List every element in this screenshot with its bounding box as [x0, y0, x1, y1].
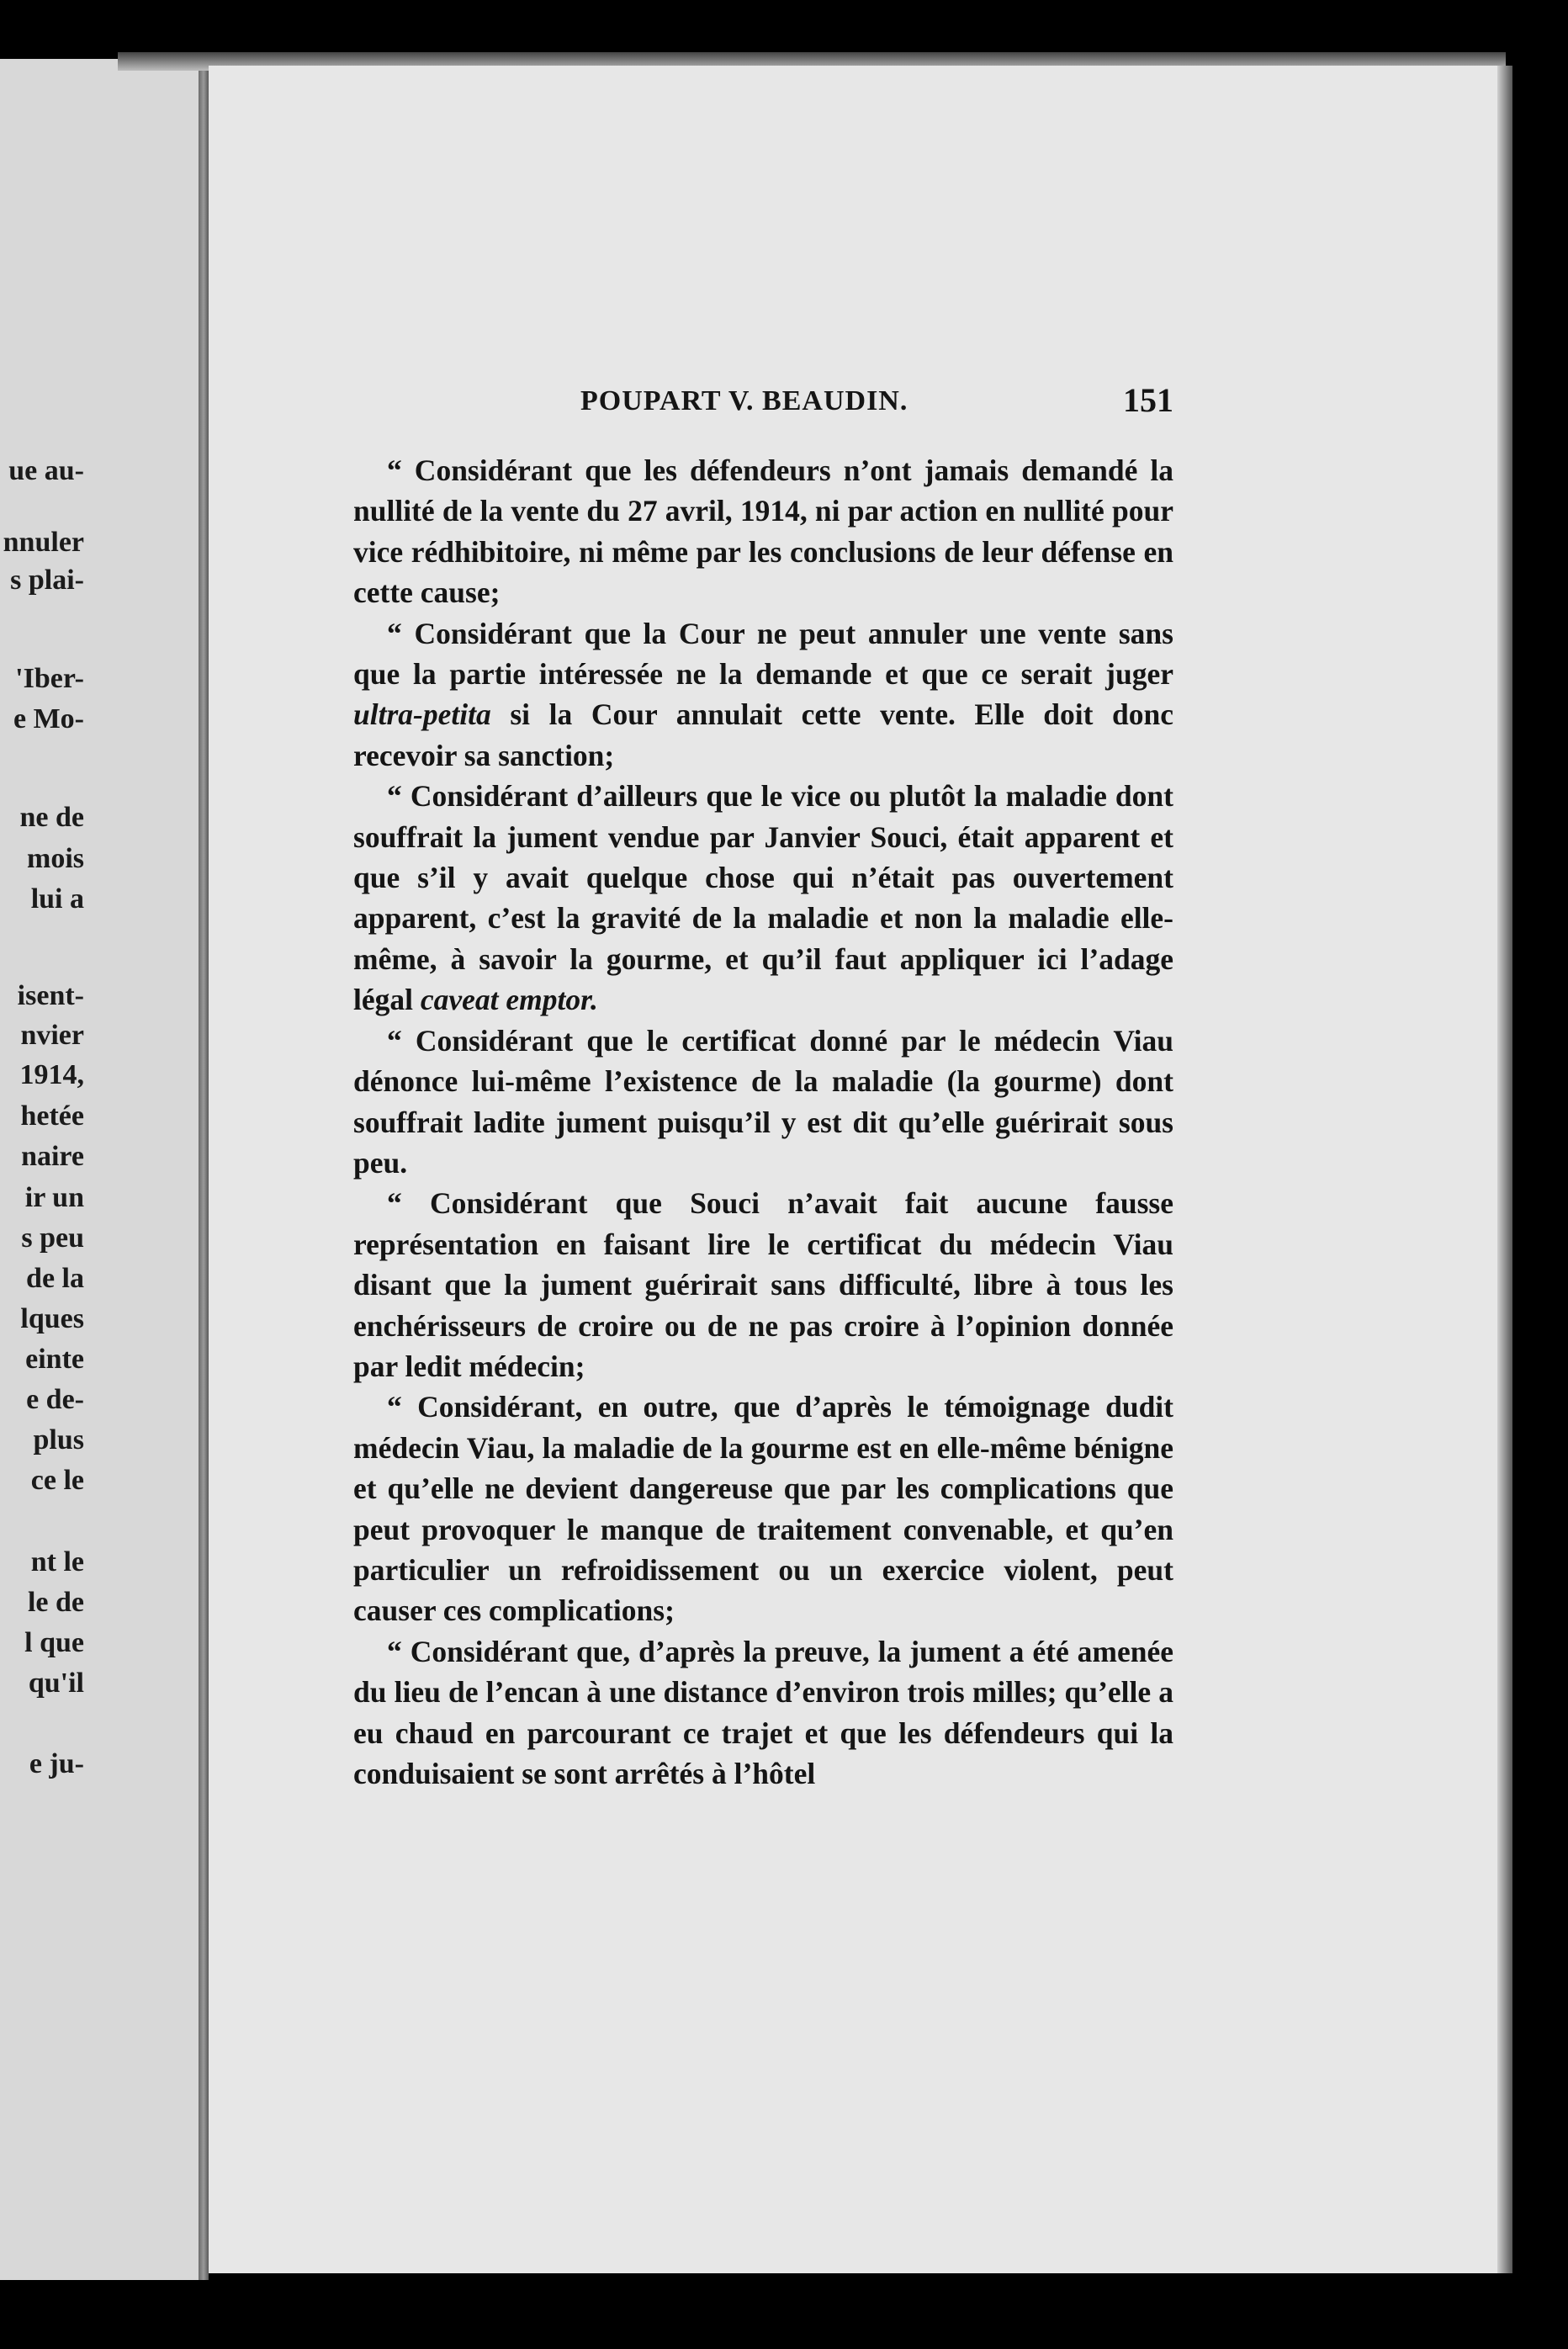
paragraph-text: “ Considérant que les défendeurs n’ont jamais demandé la nullité de la vente du 27 avril, 1914, ni par action en nullité pour vice rédhibitoire, ni même par les conclusions de leur défense en cette cause; — [353, 453, 1173, 610]
left-fragment: ue au- — [8, 455, 84, 486]
left-fragment: 'Iber- — [15, 663, 84, 694]
left-fragment: qu'il — [28, 1668, 84, 1699]
left-fragment: isent- — [17, 980, 84, 1011]
left-fragment: naire — [21, 1141, 84, 1172]
left-fragment: lques — [20, 1303, 84, 1334]
left-fragment: einte — [25, 1344, 84, 1375]
latin-term: caveat emptor. — [420, 983, 598, 1017]
left-fragment: ne de — [19, 802, 84, 833]
left-fragment: l que — [24, 1627, 84, 1658]
left-fragment: plus — [33, 1424, 84, 1456]
page-right-edge — [1497, 66, 1512, 2273]
page-number: 151 — [1123, 381, 1173, 419]
paragraph — [353, 1387, 1173, 1631]
paragraph — [353, 1631, 1173, 1795]
paragraph — [353, 1021, 1173, 1184]
running-head — [353, 381, 1173, 427]
paragraph-text: “ Considérant que Souci n’avait fait aucune fausse représentation en faisant lire le certificat du médecin Viau disant que la jument guérirait sans difficulté, libre à tous les enchérisseurs de croire ou de ne pas croire à l’opinion donnée par ledit médecin; — [353, 1186, 1173, 1383]
paragraph-text: “ Considérant que, d’après la preuve, la jument a été amenée du lieu de l’encan à une distance d’environ trois milles; qu’elle a eu chaud en parcourant ce trajet et que les défendeurs qui la conduisaient se sont arrêtés à l’hôtel — [353, 1634, 1173, 1790]
left-fragment: s peu — [21, 1222, 84, 1254]
book-gutter — [199, 59, 209, 2280]
paragraph-text: “ Considérant d’ailleurs que le vice ou plutôt la maladie dont souffrait la jument vendue par Janvier Souci, était apparent et que s’il y avait quelque chose qui n’était pas ouvertement apparent, c’est la gravité de la maladie et non la maladie elle-même, à savoir la gourme, et qu’il faut appliquer ici l’adage légal — [353, 779, 1173, 1017]
paragraph — [353, 1183, 1173, 1387]
left-fragment: nt le — [30, 1546, 84, 1577]
paragraph-text: “ Considérant, en outre, que d’après le témoignage dudit médecin Viau, la maladie de la gourme est en elle-même bénigne et qu’elle ne devient dangereuse que par les complications que peut provoquer le manque de traitement convenable, et qu’en particulier un refroidissement ou un exercice violent, peut causer ces complications; — [353, 1390, 1173, 1628]
left-fragment: hetée — [20, 1100, 84, 1132]
left-fragment: mois — [27, 843, 84, 874]
paragraph-text: si la Cour annulait cette vente. Elle doit donc recevoir sa sanction; — [353, 697, 1173, 772]
left-fragment: de la — [26, 1263, 84, 1294]
left-fragment: e ju- — [29, 1748, 84, 1779]
left-fragment: e Mo- — [13, 703, 84, 734]
paragraph — [353, 613, 1173, 777]
left-fragment: ir un — [24, 1182, 84, 1213]
left-fragment: 1914, — [19, 1059, 84, 1090]
left-fragment: e de- — [26, 1384, 84, 1415]
paragraph-text: “ Considérant que le certificat donné par le médecin Viau dénonce lui-même l’existence de la maladie (la gourme) dont souffrait ladite jument puisqu’il y est dit qu’elle guérirait sous peu. — [353, 1023, 1173, 1180]
left-fragment: ce le — [30, 1465, 84, 1496]
running-title: POUPART V. BEAUDIN. — [580, 385, 908, 416]
body-text — [353, 450, 1173, 1794]
left-fragment: nvier — [20, 1020, 84, 1051]
left-fragment: nnuler — [3, 527, 84, 558]
paragraph — [353, 450, 1173, 613]
latin-term: ultra-petita — [353, 697, 491, 732]
paragraph-text: “ Considérant que la Cour ne peut annuler une vente sans que la partie intéressée ne la demande et que ce serait juger — [353, 616, 1173, 692]
left-fragment: s plai- — [10, 565, 84, 596]
paragraph — [353, 776, 1173, 1020]
left-fragment: le de — [27, 1587, 84, 1618]
left-fragment: lui a — [30, 883, 84, 915]
